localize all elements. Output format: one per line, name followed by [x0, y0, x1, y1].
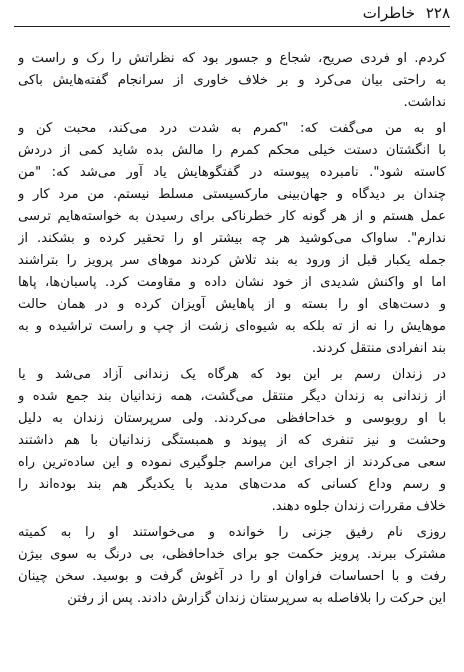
header-divider	[14, 26, 450, 27]
text-line: کردم. او فردی صریح، شجاع و جسور بود که نظراتش را رک و راست و	[18, 51, 446, 66]
text-line: و دست‌های او را بسته و از پاهایش آویزان کرده و در همان حالت	[18, 297, 446, 312]
body-text	[18, 48, 446, 614]
paragraph	[18, 48, 446, 114]
text-line: کاسته شود". نامبرده پیوسته در گفتگوهایش یاد آور می‌شد که: "من	[18, 165, 446, 180]
running-title: خاطرات	[362, 4, 416, 22]
text-line: او به من می‌گفت که: "کمرم به شدت درد می‌کند، محبت کن و	[18, 121, 446, 136]
text-line: وحشت و نیز تنفری که از پیوند و همبستگی زندانیان با هم داشتند	[18, 433, 446, 448]
paragraph	[18, 364, 446, 518]
text-line: در زندان رسم بر این بود که هرگاه یک زندانی آزاد می‌شد و یا	[18, 367, 446, 382]
paragraph	[18, 118, 446, 360]
text-line: با انگشتان دستت خیلی محکم کمرم را مالش بده شاید کمی از دردش	[18, 143, 446, 158]
text-line: ندارم". ساواک می‌کوشید هر چه بیشتر او را تحقیر کرده و بشکند. از	[18, 231, 446, 246]
text-line: عمل هستم و از هر گونه کار خطرناکی برای رسیدن به خواسته‌هایم ترسی	[18, 209, 446, 224]
text-line: با او روبوسی و خداحافظی می‌کردند. ولی سرپرستان زندان به دلیل	[18, 411, 446, 426]
text-line: مشترک ببرند. پرویز حکمت جو برای خداحافظی، بی درنگ به سوی بیژن	[18, 547, 446, 562]
text-line: اما او واکنش شدیدی از خود نشان داده و مقاومت کرد. پاسبان‌ها، پاها	[18, 275, 446, 290]
text-line: بند انفرادی منتقل کردند.	[311, 341, 446, 356]
text-line: رفت و با احساسات فراوان او را در آغوش گرفت و بوسید. سخن چینان	[18, 569, 446, 584]
text-line: به راحتی بیان می‌کرد و بر خلاف خاوری از سرانجام گفته‌هایش باکی	[18, 73, 446, 88]
text-line: و رسم وداع کسانی که مدت‌های مدید با یکدیگر هم بند بوده‌اند را	[18, 477, 446, 492]
text-line: روزی نام رفیق جزنی را خوانده و می‌خواستند او را به کمیته	[18, 525, 446, 540]
text-line: چندان بر دیدگاه و جهان‌بینی مارکسیستی مسلط نیستم. من مرد کار و	[18, 187, 446, 202]
text-line: این حرکت را بلافاصله به سرپرستان زندان گزارش دادند. پس از رفتن	[67, 591, 446, 606]
text-line: سعی می‌کردند از اجرای این مراسم جلوگیری نموده و این ساده‌ترین راه	[18, 455, 446, 470]
text-line: نداشت.	[403, 95, 446, 110]
text-line: از زندانی به زندان دیگر منتقل می‌گشت، همه زندانیان بند جمع شده و	[18, 389, 446, 404]
text-line: موهایش را نه از ته بلکه به شیوه‌ای زشت از چپ و راست تراشیده و به	[18, 319, 446, 334]
paragraph	[18, 522, 446, 610]
page-header	[363, 2, 450, 24]
page-number: ۲۲۸	[425, 4, 450, 22]
text-line: خلاف مقررات زندان جلوه دهند.	[271, 499, 446, 514]
text-line: جمله یکبار قبل از ورود به بند تلاش کردند موهای سر پرویز را بتراشند	[18, 253, 446, 268]
